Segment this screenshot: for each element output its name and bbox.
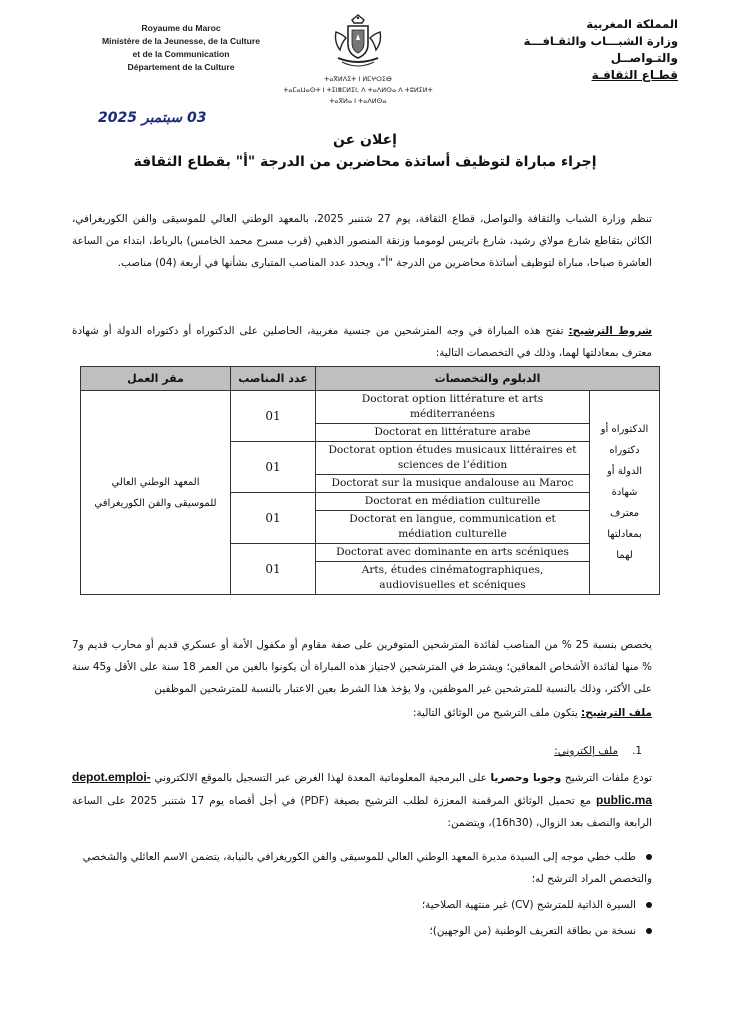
- count-cell: 01: [231, 391, 316, 442]
- file-text: يتكون ملف الترشيح من الوثائق التالية:: [412, 707, 582, 719]
- list-item: [77, 894, 652, 916]
- header-fr-line: Département de la Culture: [127, 62, 235, 72]
- table-row: [81, 391, 660, 424]
- deposit-paragraph: [72, 766, 652, 834]
- file-label: ملف الترشيح:: [581, 707, 652, 719]
- specialty-cell: Doctorat option littérature et arts méditerranéens: [316, 391, 590, 424]
- intro-paragraph: تنظم وزارة الشباب والثقافة والتواصل، قطاع الثقافة، يوم 27 شتنبر 2025، بالمعهد الوطني العالي للموسيقى والفن الكوريغرافي، الكائن بتقاطع شارع مولاي رشيد، شارع باتريس لومومبا وزنقة المنصور الذهبي (قرب مسرح محمد الخامس) بالرباط، ابتداء من الساعة العاشرة صباحا، مباراة لتوظيف أساتذة محاضرين من الدرجة "أ"، ويحدد عدد المناصب المتبارى بشأنها في أربعة (04) مناصب.: [72, 213, 652, 269]
- file-item-number: 1.: [632, 745, 642, 757]
- bullet-icon: [646, 902, 652, 908]
- header-ar-line: وزارة الشبـــاب والثقـافـــة: [523, 34, 678, 48]
- tifinagh-line: ⵜⴰⴳⵍⴷⵉⵜ ⵏ ⵍⵎⵖⵔⵉⴱ: [324, 75, 392, 83]
- specialty-cell: Doctorat option études musicaux littéraires et sciences de l’édition: [316, 442, 590, 475]
- place-cell: المعهد الوطني العالي للموسيقى والفن الكوريغرافي: [81, 391, 231, 595]
- count-cell: 01: [231, 544, 316, 595]
- moroccan-coat-of-arms-icon: [330, 14, 386, 72]
- specialty-cell: Doctorat en médiation culturelle: [316, 493, 590, 511]
- conditions-text: تفتح هذه المباراة في وجه المترشحين من جنسية مغربية، الحاصلين على الدكتوراه أو دكتوراه الدولة أو شهادة معترف بمعادلتها لهما، وذلك في التخصصات التالية:: [72, 325, 652, 359]
- bullet-icon: [646, 928, 652, 934]
- deposit-text-2: على البرمجية المعلوماتية المعدة لهذا الغرض عبر التسجيل بالموقع الالكتروني: [154, 772, 487, 784]
- bullet-icon: [646, 854, 652, 860]
- conditions-paragraph: [72, 320, 652, 364]
- specialty-cell: Doctorat en langue, communication et médiation culturelle: [316, 511, 590, 544]
- documents-list: [77, 846, 652, 942]
- header-ar-block: [478, 16, 678, 84]
- header-fr-line: Ministère de la Jeunesse, de la Culture: [101, 36, 261, 46]
- list-item-text: نسخة من بطاقة التعريف الوطنية (من الوجهين)؛: [429, 925, 636, 937]
- header-fr-line: et de la Communication: [132, 49, 230, 59]
- page-title-prefix: إعلان عن: [333, 132, 397, 148]
- header-ar-line: المملكة المغربية: [586, 17, 678, 31]
- count-cell: 01: [231, 493, 316, 544]
- specialty-cell: Doctorat sur la musique andalouse au Maroc: [316, 475, 590, 493]
- date-stamp: 03 سبتمبر 2025: [98, 110, 207, 126]
- diploma-cell: الدكتوراه أو دكتوراه الدولة أو شهادة معترف بمعادلتها لهما: [590, 391, 660, 595]
- list-item-text: طلب خطي موجه إلى السيدة مديرة المعهد الوطني العالي للموسيقى والفن الكوريغرافي بالنيابة، يتضمن الاسم العائلي والشخصي والتخصص المراد الترشح له؛: [82, 851, 652, 885]
- page-title: إجراء مباراة لتوظيف أساتذة محاضرين من الدرجة "أ" بقطاع الثقافة: [133, 154, 597, 170]
- count-cell: 01: [231, 442, 316, 493]
- header-tifinagh-block: [278, 74, 438, 107]
- quota-paragraph: يخصص بنسبة 25 % من المناصب لفائدة المترشحين المتوفرين على صفة مقاوم أو مكفول الأمة أو عسكري قديم أو محارب قديم و7 % منها لفائدة الأشخاص المعاقين؛ ويشترط في المترشحين لاجتياز هذه المباراة أن يكونوا بالغين من العمر 18 سنة على الأقل و45 سنة على الأكثر، وذلك بالنسبة للمترشحين غير الموظفين، ولا يؤخذ هذا الشرط بعين الاعتبار بالنسبة للمترشحين الموظفين: [72, 639, 653, 695]
- deposit-url-link[interactable]: depot.emploi-public.ma: [72, 770, 653, 807]
- tifinagh-line: ⵜⴰⴳⵍⴰ ⵏ ⵜⴰⴷⵍⵙⴰ: [329, 97, 387, 105]
- positions-table: [80, 366, 660, 595]
- file-paragraph: [72, 702, 652, 724]
- list-item-text: السيرة الذاتية للمترشح (CV) غير منتهية الصلاحية؛: [421, 899, 636, 911]
- table-header-row: [81, 367, 660, 391]
- deposit-bold: وجوبا وحصريا: [490, 772, 562, 784]
- header-fr-line: Royaume du Maroc: [141, 23, 221, 33]
- header-place: مقر العمل: [81, 367, 231, 391]
- header-ar-line: والتـواصــل: [610, 51, 678, 65]
- file-item-label: ملف إلكتروني:: [554, 745, 619, 757]
- header-fr-block: [96, 22, 266, 74]
- specialty-cell: Doctorat en littérature arabe: [316, 424, 590, 442]
- specialty-cell: Doctorat avec dominante en arts scéniques: [316, 544, 590, 562]
- file-item-heading: [67, 740, 642, 762]
- header-ar-line: قطـاع الثقافـة: [591, 68, 678, 82]
- header-diploma: الدبلوم والتخصصات: [316, 367, 660, 391]
- header-count: عدد المناصب: [231, 367, 316, 391]
- deposit-text-1: تودع ملفات الترشيح: [564, 772, 652, 784]
- deposit-text-3: مع تحميل الوثائق المرقمنة المعززة لطلب الترشيح بصيغة (PDF) في أجل أقصاه يوم 17 شتنبر 2025 على الساعة الرابعة والنصف بعد الزوال، (16h30)، ويتضمن:: [72, 795, 652, 829]
- tifinagh-line: ⵜⴰⵎⴰⵡⴰⵙⵜ ⵏ ⵜⵉⵏⴻⵎⵍⵉⵏ, ⴷ ⵜⴰⴷⵍⵙⴰ ⴷ ⵜⵓⵍⵉⵍⵜ: [283, 86, 433, 94]
- specialty-cell: Arts, études cinématographiques, audiovisuelles et scéniques: [316, 562, 590, 595]
- list-item: [77, 920, 652, 942]
- list-item: [77, 846, 652, 890]
- conditions-label: شروط الترشيح:: [568, 325, 653, 337]
